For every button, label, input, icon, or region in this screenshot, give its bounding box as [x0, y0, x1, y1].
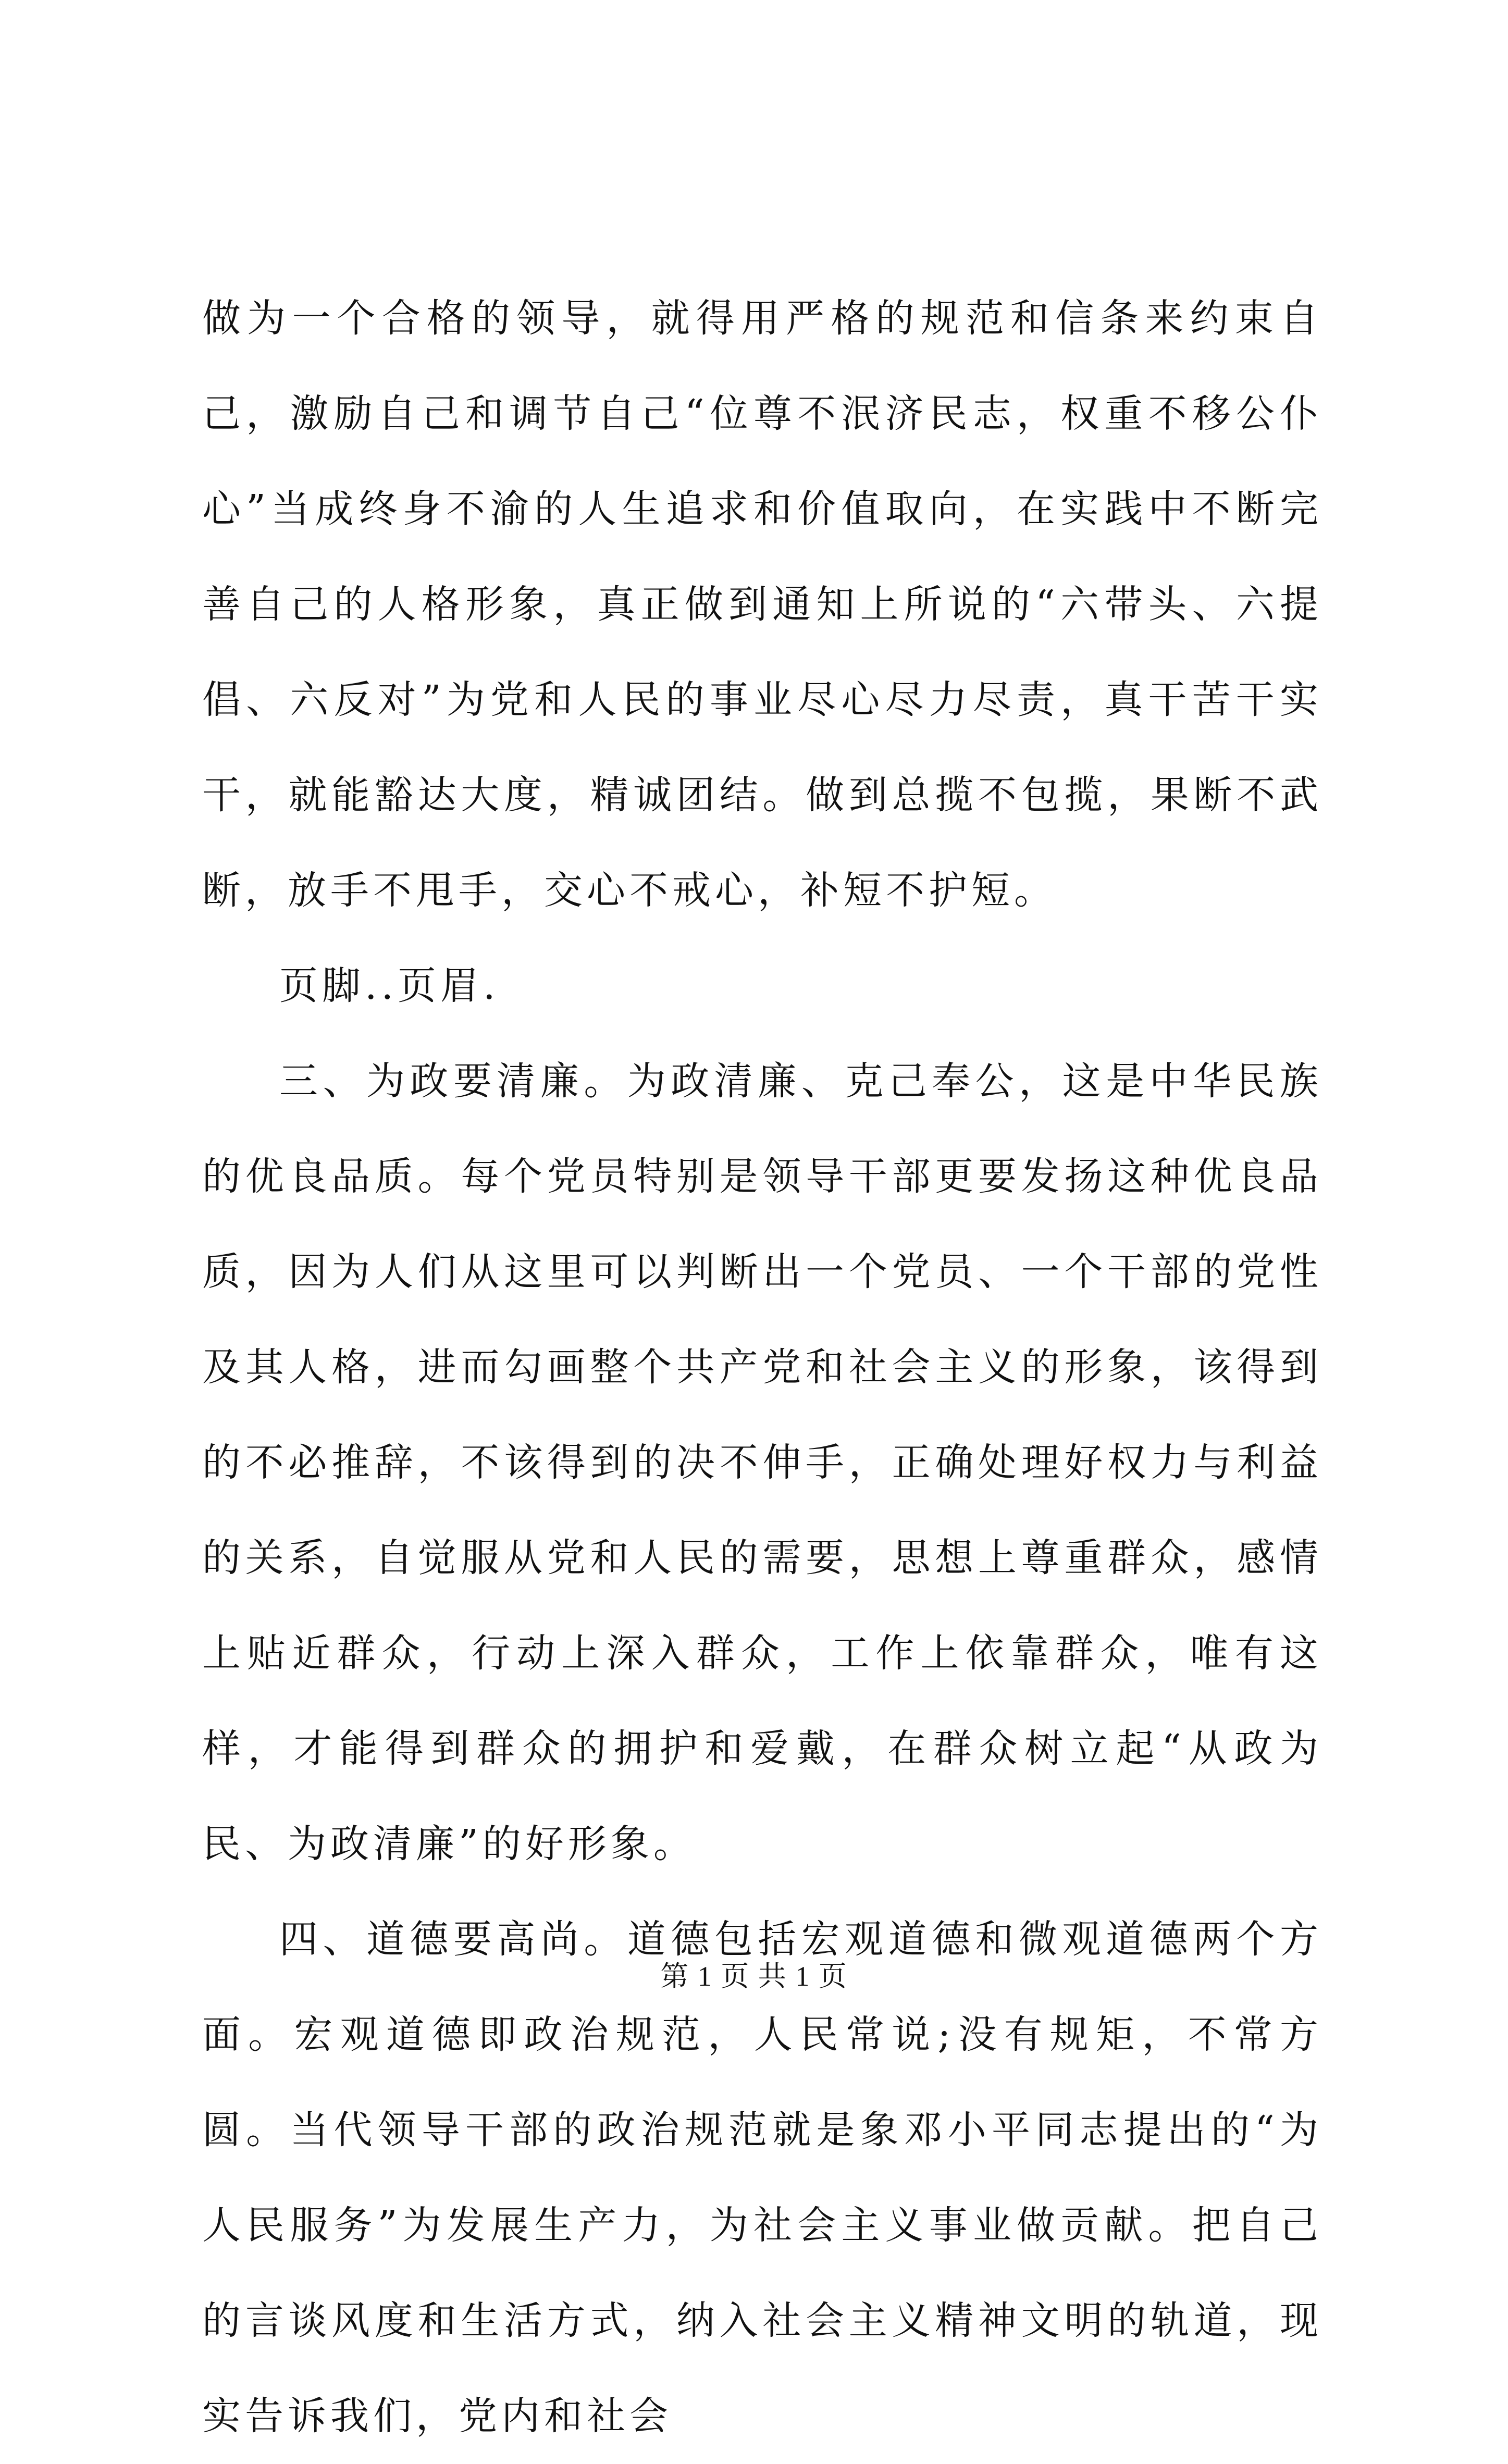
page-footer: 第 1 页 共 1 页 — [660, 1961, 848, 1992]
paragraph-3: 三、为政要清廉。为政清廉、克己奉公，这是中华民族的优良品质。每个党员特别是领导干部更要发扬这种优良品质，因为人们从这里可以判断出一个党员、一个干部的党性及其人格，进而勾画整个共产党和社会主义的形象，该得到的不必推辞，不该得到的决不伸手，正确处理好权力与利益的关系，自觉服从党和人民的需要，思想上尊重群众，感情上贴近群众，行动上深入群众，工作上依靠群众，唯有这样，才能得到群众的拥护和爱戴，在群众树立起“从政为民、为政清廉”的好形象。 — [202, 1059, 1322, 1866]
document-body — [202, 271, 1322, 2464]
paragraph-1: 做为一个合格的领导，就得用严格的规范和信条来约束自己，激励自己和调节自己“位尊不泯济民志，权重不移公仆心”当成终身不渝的人生追求和价值取向，在实践中不断完善自己的人格形象，真正做到通知上所说的“六带头、六提倡、六反对”为党和人民的事业尽心尽力尽责，真干苦干实干，就能豁达大度，精诚团结。做到总揽不包揽，果断不武断，放手不甩手，交心不戒心，补短不护短。 — [202, 296, 1322, 913]
paragraph-2: 页脚..页眉. — [279, 963, 500, 1008]
paragraph-4: 四、道德要高尚。道德包括宏观道德和微观道德两个方面。宏观道德即政治规范，人民常说;没有规矩，不常方圆。当代领导干部的政治规范就是象邓小平同志提出的“为人民服务”为发展生产力，为社会主义事业做贡献。把自己的言谈风度和生活方式，纳入社会主义精神文明的轨道，现实告诉我们，党内和社会 — [202, 1917, 1322, 2438]
